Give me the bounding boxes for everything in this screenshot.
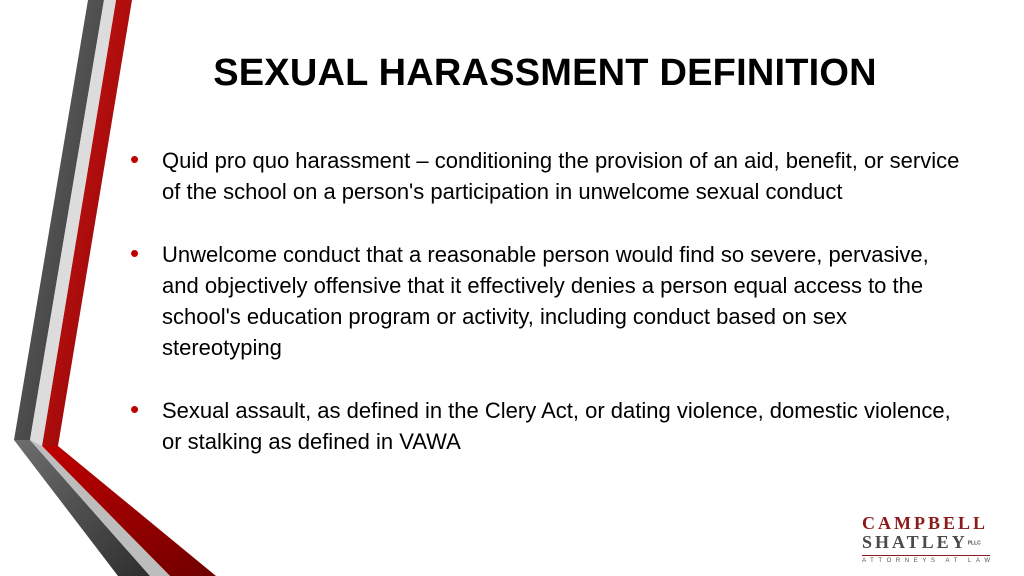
slide-title: SEXUAL HARASSMENT DEFINITION (213, 52, 877, 94)
logo-line-shatley (862, 533, 994, 553)
list-item (124, 145, 964, 207)
bullet-text: Unwelcome conduct that a reasonable person would find so severe, pervasive, and objectively offensive that it effectively denies a person equal access to the school's education program or activity, including conduct based on sex stereotyping (162, 242, 929, 360)
logo-pllc: PLLC (967, 540, 981, 547)
bullet-icon: • (130, 238, 140, 268)
company-logo (862, 514, 994, 568)
bullet-icon: • (130, 394, 140, 424)
logo-shatley-text: SHATLEY (862, 532, 968, 552)
logo-divider (862, 555, 990, 556)
bullet-list (124, 145, 964, 489)
logo-line-campbell: CAMPBELL (862, 513, 989, 533)
bullet-text: Sexual assault, as defined in the Clery Act, or dating violence, domestic violence, or stalking as defined in VAWA (162, 398, 951, 454)
list-item (124, 239, 964, 363)
bullet-icon: • (130, 144, 140, 174)
logo-tagline: ATTORNEYS AT LAW (862, 558, 995, 565)
light-stripe (30, 0, 116, 446)
bullet-text: Quid pro quo harassment – conditioning the provision of an aid, benefit, or service of the school on a person's participation in unwelcome sexual conduct (162, 148, 960, 204)
list-item (124, 395, 964, 457)
